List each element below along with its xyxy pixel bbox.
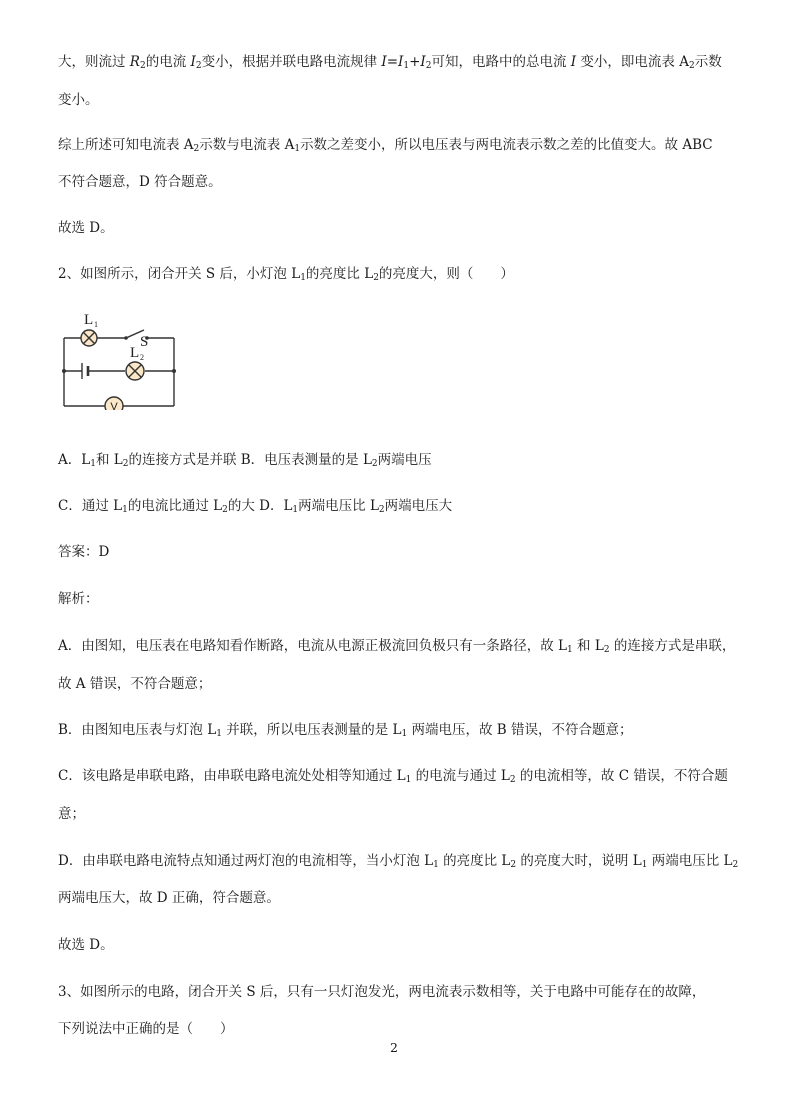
lamp-l1-subscript: 1 <box>94 320 98 329</box>
answer: 答案：D <box>58 544 110 560</box>
analysis-label: 解析： <box>58 591 99 607</box>
question-stem-cont: 下列说法中正确的是（ ） <box>58 1021 234 1037</box>
text-line: 大，则流过 $R_2$的电流 $I_2$变小，根据并联电路电流规律 $I=I_1+I_2$可知，电路中的总电流 I 变小，即电流表 $A_2$示数 <box>58 54 722 71</box>
analysis-b: B．由图知电压表与灯泡 $L_1$ 并联，所以电压表测量的是 $L_1$ 两端电压，故 B 错误，不符合题意； <box>58 722 633 739</box>
lamp-l2-label: L <box>130 345 140 361</box>
analysis-a-cont: 故 A 错误，不符合题意； <box>58 676 212 692</box>
analysis-c-cont: 意； <box>58 806 85 822</box>
switch-label: S <box>140 334 149 350</box>
junction-dot <box>172 369 176 373</box>
analysis-d: D．由串联电路电流特点知通过两灯泡的电流相等，当小灯泡 $L_1$ 的亮度比 $L_2$ 的亮度大时，说明 $L_1$ 两端电压比 $L_2$ <box>58 853 739 870</box>
analysis-d-cont: 两端电压大，故 D 正确，符合题意。 <box>58 890 280 906</box>
battery-icon <box>82 363 88 379</box>
analysis-c: C．该电路是串联电路，由串联电路电流处处相等知通过 $L_1$ 的电流与通过 $L_2$ 的电流相等，故 C 错误，不符合题 <box>58 768 728 785</box>
analysis-a: A．由图知，电压表在电路知看作断路，电流从电源正极流回负极只有一条路径，故 $L_1$ 和 $L_2$ 的连接方式是串联， <box>58 638 736 655</box>
page-number: 2 <box>390 1040 398 1055</box>
option-line-ab: A．$L_1$和 $L_2$的连接方式是并联 B．电压表测量的是 $L_2$两端电压 <box>58 452 432 469</box>
lamp-l1-label: L <box>84 312 94 328</box>
question-stem: 2、如图所示，闭合开关 S 后，小灯泡 $L_1$的亮度比 $L_2$的亮度大，则（ ） <box>58 266 514 283</box>
switch-contact <box>124 336 128 340</box>
lamp-l2-subscript: 2 <box>140 353 144 362</box>
junction-dot <box>62 369 66 373</box>
text-line: 故选 D。 <box>58 220 114 236</box>
voltmeter-label: V <box>110 401 118 410</box>
text-line: 变小。 <box>58 92 99 108</box>
conclusion: 故选 D。 <box>58 937 114 953</box>
option-line-cd: C．通过 $L_1$的电流比通过 $L_2$的大 D．$L_1$两端电压比 $L_2$两端电压大 <box>58 498 453 515</box>
lamp-l1-icon <box>81 330 97 346</box>
text-line: 综上所述可知电流表 $A_2$示数与电流表 $A_1$示数之差变小，所以电压表与两电流表示数之差的比值变大。故 ABC <box>58 137 713 154</box>
lamp-l2-icon <box>126 362 144 380</box>
circuit-diagram <box>58 308 183 410</box>
question-stem: 3、如图所示的电路，闭合开关 S 后，只有一只灯泡发光，两电流表示数相等，关于电路中可能存在的故障， <box>58 984 706 1000</box>
text-line: 不符合题意，D 符合题意。 <box>58 174 222 190</box>
